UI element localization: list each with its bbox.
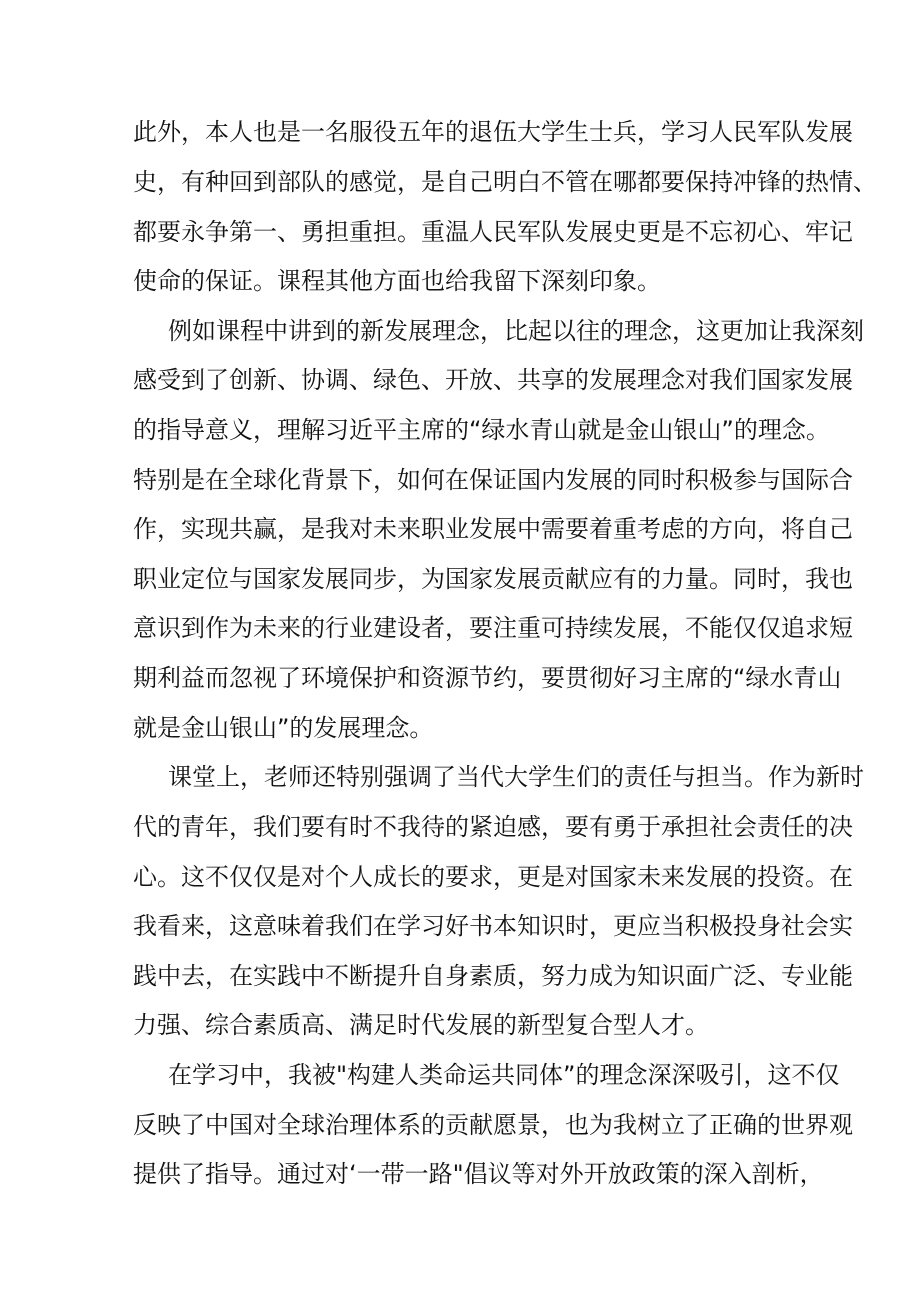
text-line: 的指导意义，理解习近平主席的“绿水青山就是金山银山”的理念。 xyxy=(133,416,830,444)
text-line: 代的青年，我们要有时不我待的紧迫感，要有勇于承担社会责任的决 xyxy=(133,813,853,841)
text-line: 我看来，这意味着我们在学习好书本知识时，更应当积极投身社会实 xyxy=(133,912,853,940)
text-line: 职业定位与国家发展同步，为国家发展贡献应有的力量。同时，我也 xyxy=(133,565,853,593)
text-line: 意识到作为未来的行业建设者，要注重可持续发展，不能仅仅追求短 xyxy=(133,614,853,642)
text-line: 践中去，在实践中不断提升自身素质，努力成为知识面广泛、专业能 xyxy=(133,962,853,990)
text-line: 此外，本人也是一名服役五年的退伍大学生士兵，学习人民军队发展 xyxy=(133,118,853,146)
text-line: 期利益而忽视了环境保护和资源节约，要贯彻好习主席的“绿水青山 xyxy=(133,664,842,692)
paragraph-first-line: 在学习中，我被"构建人类命运共同体”的理念深深吸引，这不仅 xyxy=(168,1061,840,1089)
text-line: 史，有种回到部队的感觉，是自己明白不管在哪都要保持冲锋的热情、 xyxy=(133,168,877,196)
text-line: 反映了中国对全球治理体系的贡献愿景，也为我树立了正确的世界观 xyxy=(133,1111,853,1139)
text-line: 都要永争第一、勇担重担。重温人民军队发展史更是不忘初心、牢记 xyxy=(133,218,853,246)
text-line: 就是金山银山”的发展理念。 xyxy=(133,714,434,742)
text-line: 使命的保证。课程其他方面也给我留下深刻印象。 xyxy=(133,267,661,295)
text-line: 力强、综合素质高、满足时代发展的新型复合型人才。 xyxy=(133,1011,709,1039)
text-line: 作，实现共赢，是我对未来职业发展中需要着重考虑的方向，将自己 xyxy=(133,515,853,543)
text-line: 心。这不仅仅是对个人成长的要求，更是对国家未来发展的投资。在 xyxy=(133,863,853,891)
paragraph-first-line: 例如课程中讲到的新发展理念，比起以往的理念，这更加让我深刻 xyxy=(168,317,864,345)
text-line: 感受到了创新、协调、绿色、开放、共享的发展理念对我们国家发展 xyxy=(133,366,853,394)
text-line: 提供了指导。通过对‘一带一路"倡议等对外开放政策的深入剖析， xyxy=(133,1160,824,1188)
text-line: 特别是在全球化背景下，如何在保证国内发展的同时积极参与国际合 xyxy=(133,466,853,494)
paragraph-first-line: 课堂上，老师还特别强调了当代大学生们的责任与担当。作为新时 xyxy=(168,763,864,791)
